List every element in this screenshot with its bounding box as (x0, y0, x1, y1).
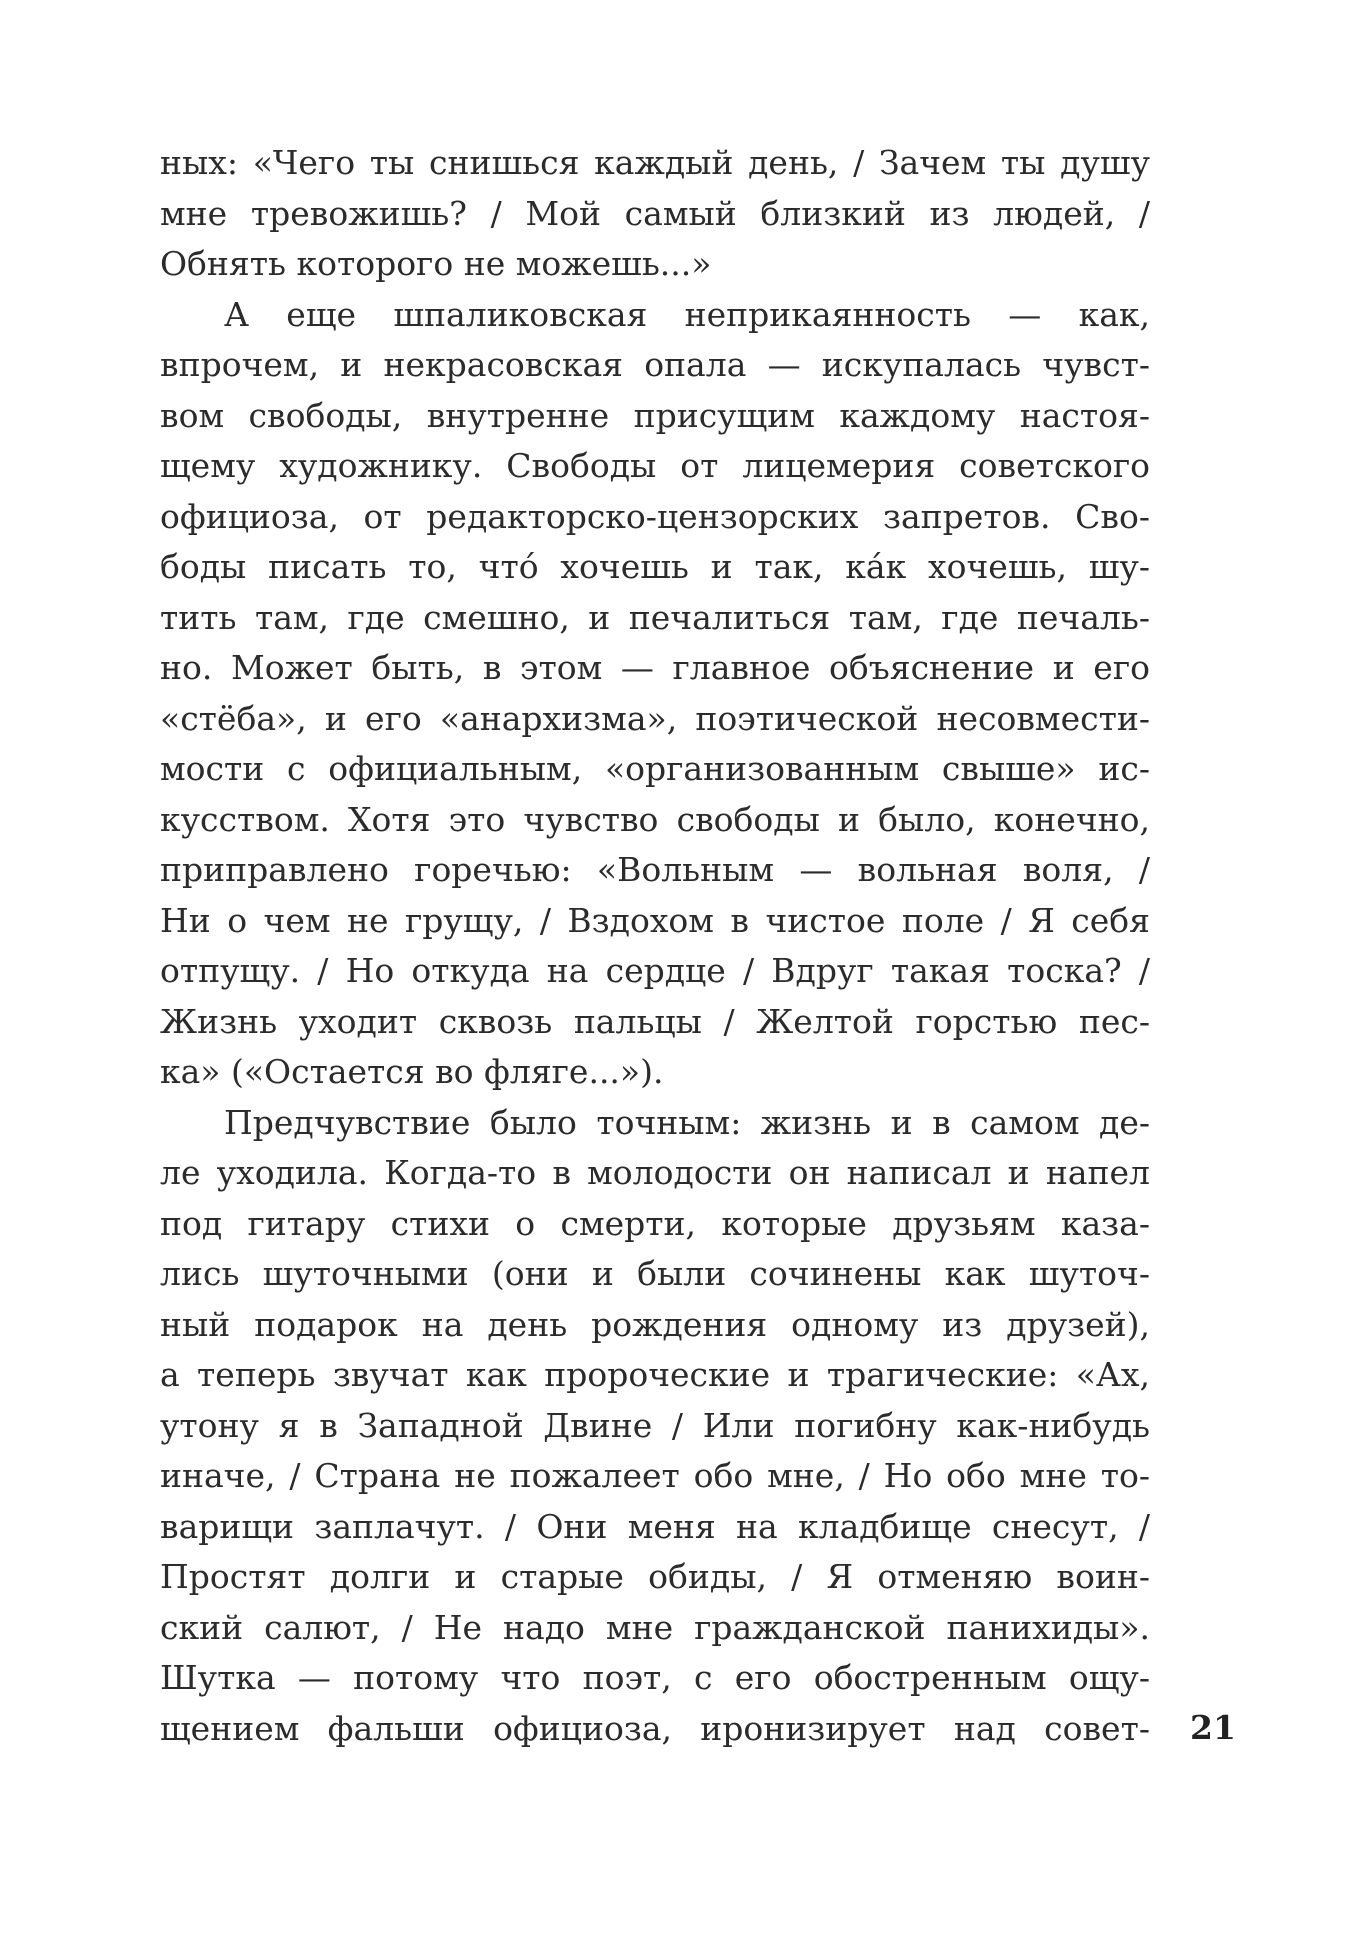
text-line: мости с официальным, «организованным свыше» ис- (160, 749, 1150, 788)
paragraph-1 (160, 138, 1150, 290)
text-line: А еще шпаликовская неприкаянность — как, (224, 294, 1150, 334)
text-line: мне тревожишь? / Мой самый близкий из людей, / (160, 193, 1150, 233)
text-line: приправлено горечью: «Вольным — вольная воля, / (160, 850, 1150, 889)
text-line: ка» («Остается во фляге...»). (160, 1052, 664, 1091)
text-line: ный подарок на день рождения одному из друзей), (160, 1304, 1150, 1344)
body-text (160, 138, 1150, 1754)
text-line: Простят долги и старые обиды, / Я отменяю воин- (160, 1557, 1150, 1596)
text-line: впрочем, и некрасовская опала — искупалась чувст- (160, 345, 1150, 384)
text-line: тить там, где смешно, и печалиться там, где печаль- (160, 597, 1150, 637)
text-line: но. Может быть, в этом — главное объяснение и его (160, 648, 1150, 687)
paragraph-2 (160, 290, 1150, 1098)
text-line: боды писать то, что́ хочешь и так, ка́к хочешь, шу- (160, 547, 1150, 586)
text-line: а теперь звучат как пророческие и трагические: «Ах, (160, 1355, 1150, 1394)
text-line: вом свободы, внутренне присущим каждому настоя- (160, 395, 1150, 435)
text-line: щением фальши официоза, иронизирует над совет- (160, 1708, 1150, 1748)
text-line: официоза, от редакторско-цензорских запретов. Сво- (160, 496, 1150, 536)
text-line: Предчувствие было точным: жизнь и в самом де- (224, 1102, 1150, 1142)
text-line: варищи заплачут. / Они меня на кладбище снесут, / (160, 1506, 1150, 1546)
text-line: иначе, / Страна не пожалеет обо мне, / Но обо мне то- (160, 1456, 1150, 1495)
text-line: кусством. Хотя это чувство свободы и было, конечно, (160, 799, 1150, 839)
paragraph-3 (160, 1098, 1150, 1755)
text-line: утону я в Западной Двине / Или погибну как-нибудь (160, 1405, 1150, 1445)
text-line: ле уходила. Когда-то в молодости он написал и напел (160, 1153, 1150, 1192)
text-line: «стёба», и его «анархизма», поэтической несовмести- (160, 698, 1150, 738)
text-line: Обнять которого не можешь...» (160, 244, 712, 283)
text-line: отпущу. / Но откуда на сердце / Вдруг такая тоска? / (160, 951, 1150, 990)
text-line: Жизнь уходит сквозь пальцы / Желтой горстью пес- (160, 1001, 1150, 1041)
text-line: ский салют, / Не надо мне гражданской панихиды». (160, 1607, 1150, 1647)
page-number: 21 (1190, 1708, 1236, 1747)
text-line: ных: «Чего ты снишься каждый день, / Зачем ты душу (160, 143, 1150, 182)
text-line: лись шуточными (они и были сочинены как шуточ- (160, 1254, 1150, 1293)
text-line: Шутка — потому что поэт, с его обостренным ощу- (160, 1658, 1150, 1697)
text-line: щему художнику. Свободы от лицемерия советского (160, 446, 1150, 485)
text-line: Ни о чем не грущу, / Вздохом в чистое поле / Я себя (160, 900, 1150, 940)
text-line: под гитару стихи о смерти, которые друзьям каза- (160, 1203, 1150, 1243)
